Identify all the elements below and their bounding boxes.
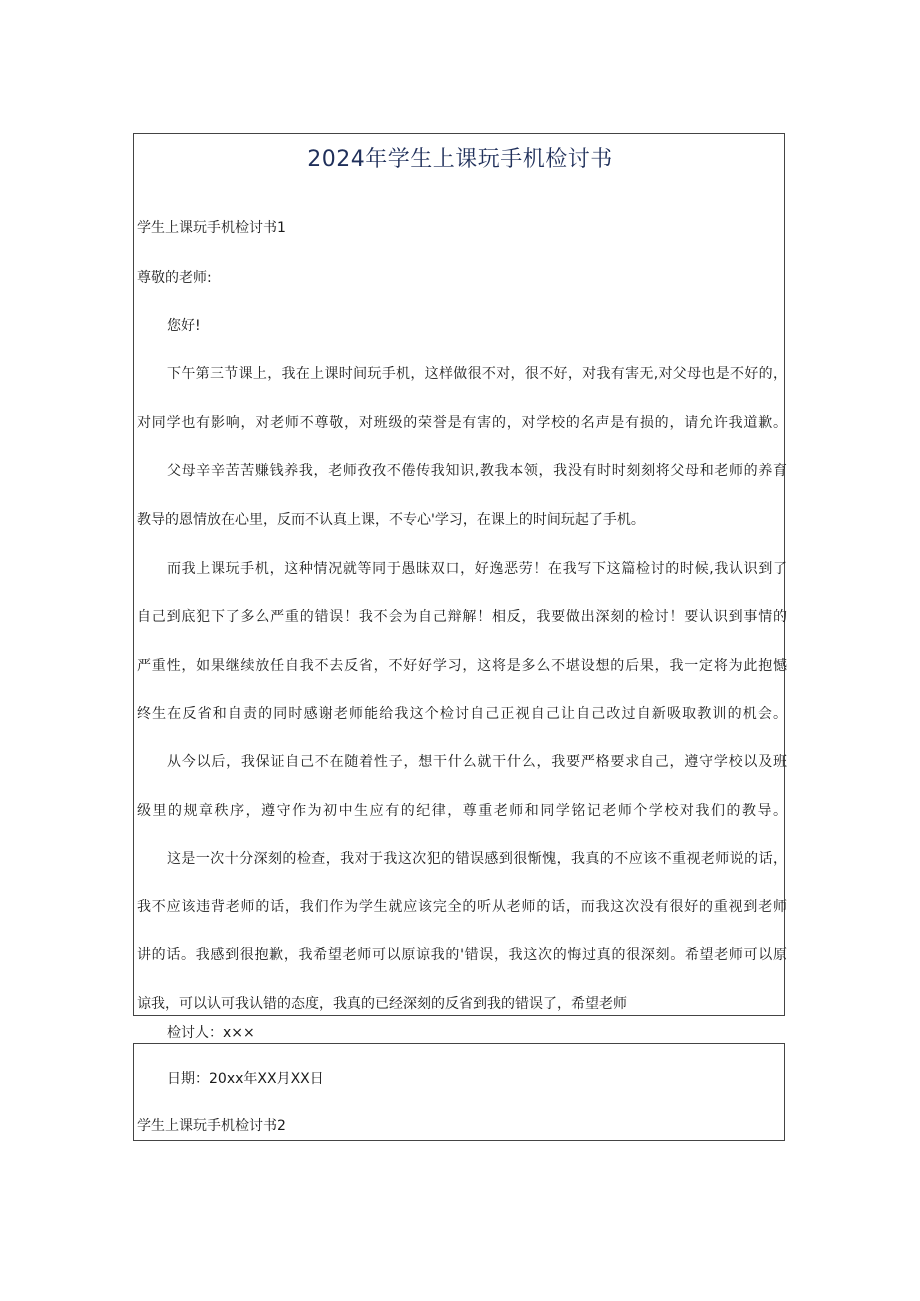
document-title: 2024年学生上课玩手机检讨书 <box>307 147 613 172</box>
date-line: 日期：20xx年XX月XX日 <box>167 1071 324 1087</box>
paragraph-line: 我不应该违背老师的话，我们作为学生就应该完全的听从老师的话，而我这次没有很好的重视到老师 <box>137 899 787 915</box>
paragraph-line: 这是一次十分深刻的检查，我对于我这次犯的错误感到很惭愧，我真的不应该不重视老师说的话， <box>167 851 787 867</box>
paragraph-line: 下午第三节课上，我在上课时间玩手机，这样做很不对，很不好，对我有害无,对父母也是不好的， <box>167 366 787 382</box>
salutation: 尊敬的老师: <box>137 270 212 286</box>
paragraph-line: 讲的话。我感到很抱歉，我希望老师可以原谅我的'错误，我这次的悔过真的很深刻。希望老师可以原 <box>137 947 787 963</box>
paragraph-line: 级里的规章秩序，遵守作为初中生应有的纪律，尊重老师和同学铭记老师个学校对我们的教导。 <box>137 803 787 819</box>
greeting: 您好! <box>167 318 201 334</box>
paragraph-line: 谅我，可以认可我认错的态度，我真的已经深刻的反省到我的错误了，希望老师 <box>137 996 627 1012</box>
paragraph-line: 终生在反省和自责的同时感谢老师能给我这个检讨自己正视自己让自己改过自新吸取教训的机会。 <box>137 706 787 722</box>
paragraph-line: 从今以后，我保证自己不在随着性子，想干什么就干什么，我要严格要求自己，遵守学校以及班 <box>167 754 787 770</box>
paragraph-line: 严重性，如果继续放任自我不去反省，不好好学习，这将是多么不堪设想的后果，我一定将为此抱憾 <box>137 658 787 674</box>
paragraph-line: 对同学也有影响，对老师不尊敬，对班级的荣誉是有害的，对学校的名声是有损的，请允许我道歉。 <box>137 415 787 431</box>
section-heading-2: 学生上课玩手机检讨书2 <box>137 1118 286 1134</box>
paragraph-line: 而我上课玩手机，这种情况就等同于愚昧双口，好逸恶劳！在我写下这篇检讨的时候,我认识到了 <box>167 561 787 577</box>
paragraph-line: 教导的恩情放在心里，反而不认真上课，不专心'学习，在课上的时间玩起了手机。 <box>137 512 645 528</box>
paragraph-line: 父母辛辛苦苦赚钱养我，老师孜孜不倦传我知识,教我本领，我没有时时刻刻将父母和老师的养育 <box>167 463 787 479</box>
reviewer-signature: 检讨人：x×× <box>167 1025 255 1041</box>
section-heading-1: 学生上课玩手机检讨书1 <box>137 220 286 236</box>
paragraph-line: 自己到底犯下了多么严重的错误！我不会为自己辩解！相反，我要做出深刻的检讨！要认识到事情的 <box>137 609 787 625</box>
